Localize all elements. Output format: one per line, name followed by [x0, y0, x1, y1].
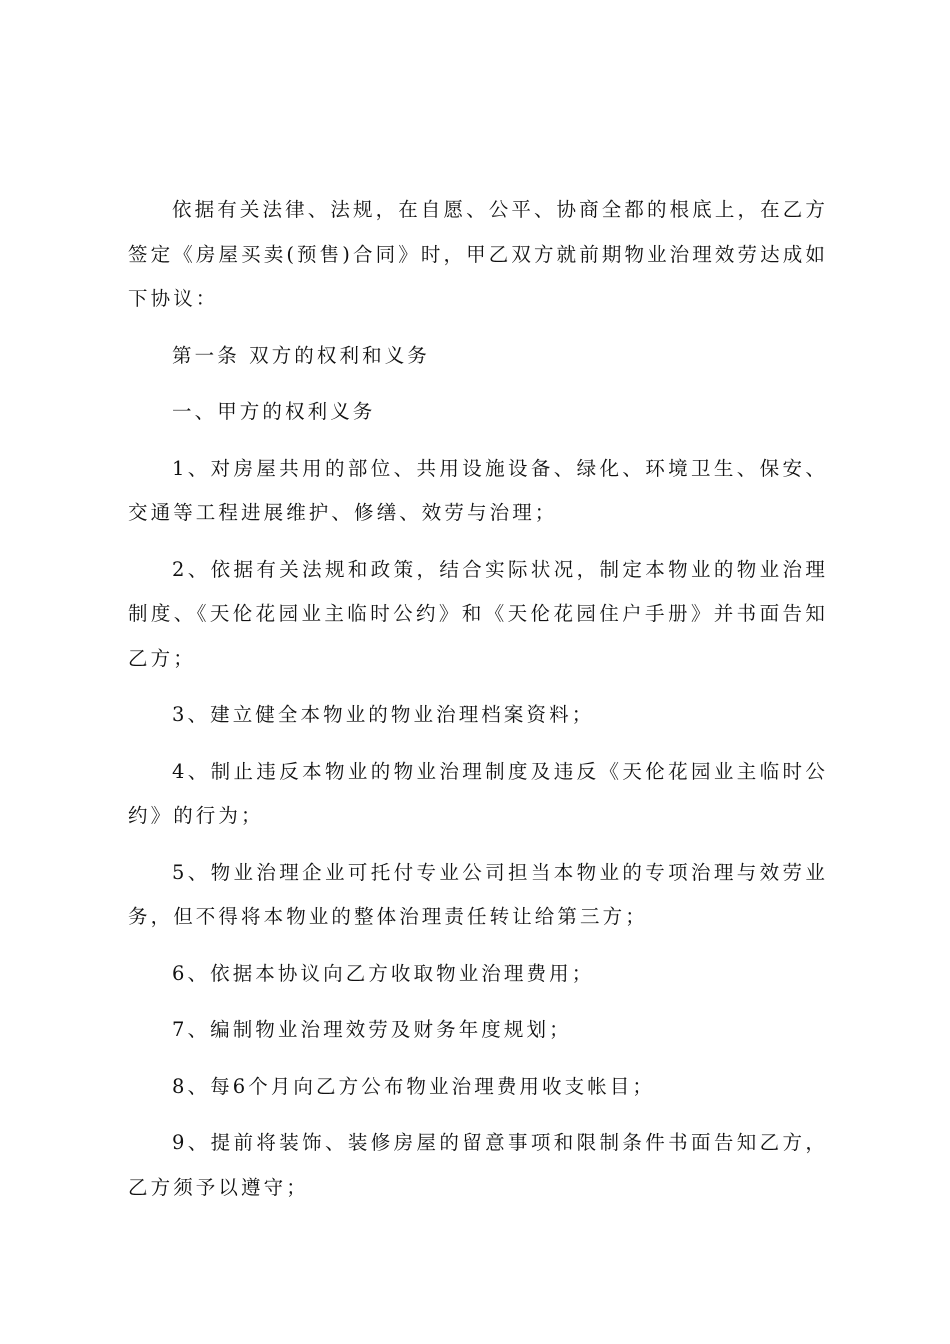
- document-body: [128, 188, 828, 1222]
- preamble-paragraph: 依据有关法律、法规，在自愿、公平、协商全都的根底上，在乙方签定《房屋买卖(预售)合同》时，甲乙双方就前期物业治理效劳达成如下协议：: [128, 198, 828, 310]
- article-1-heading: 第一条 双方的权利和义务: [172, 343, 430, 367]
- section-party-a-heading: 一、甲方的权利义务: [172, 400, 376, 423]
- clause-2: 2、依据有关法规和政策，结合实际状况，制定本物业的物业治理制度、《天伦花园业主临时公约》和《天伦花园住户手册》并书面告知乙方；: [128, 557, 828, 670]
- clause-7: 7、编制物业治理效劳及财务年度规划；: [172, 1018, 572, 1041]
- clause-5: 5、物业治理企业可托付专业公司担当本物业的专项治理与效劳业务，但不得将本物业的整体治理责任转让给第三方；: [128, 860, 828, 928]
- clause-6: 6、依据本协议向乙方收取物业治理费用；: [172, 961, 595, 985]
- clause-8: 8、每6个月向乙方公布物业治理费用收支帐目；: [172, 1074, 656, 1098]
- clause-9: 9、提前将装饰、装修房屋的留意事项和限制条件书面告知乙方，乙方须予以遵守；: [128, 1131, 828, 1199]
- clause-1: 1、对房屋共用的部位、共用设施设备、绿化、环境卫生、保安、交通等工程进展维护、修缮、效劳与治理；: [128, 456, 828, 524]
- clause-4: 4、制止违反本物业的物业治理制度及违反《天伦花园业主临时公约》的行为；: [128, 759, 828, 827]
- clause-3: 3、建立健全本物业的物业治理档案资料；: [172, 703, 595, 726]
